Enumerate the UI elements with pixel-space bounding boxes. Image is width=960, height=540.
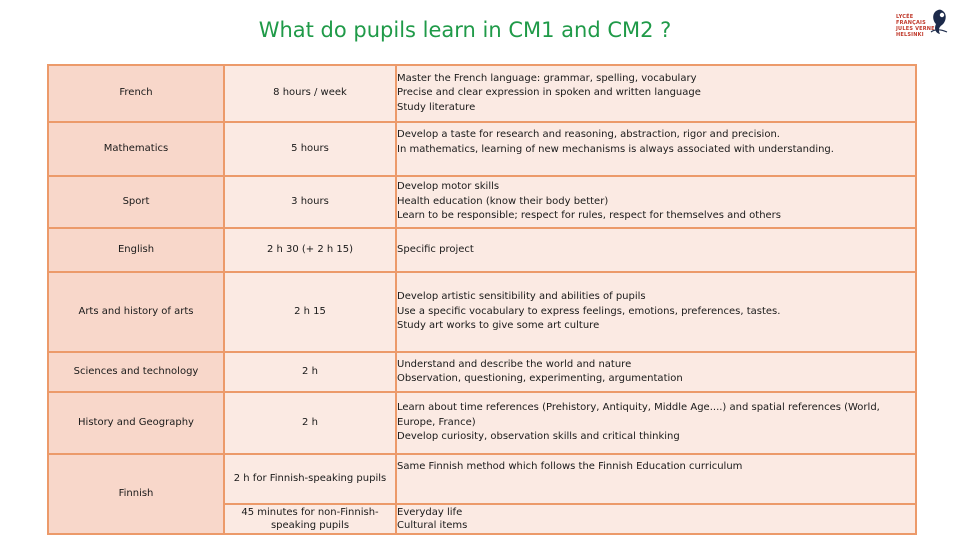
description-cell: Everyday life Cultural items (396, 504, 916, 534)
table-row (48, 176, 916, 228)
subject-cell: Arts and history of arts (48, 272, 224, 352)
description-cell: Same Finnish method which follows the Finnish Education curriculum (396, 454, 916, 504)
hours-cell: 45 minutes for non-Finnish-speaking pupils (224, 504, 396, 534)
table-row (48, 272, 916, 352)
table-row (48, 228, 916, 272)
hours-cell: 2 h 15 (224, 272, 396, 352)
hours-cell: 3 hours (224, 176, 396, 228)
subject-cell: Finnish (48, 454, 224, 534)
hours-cell: 2 h (224, 352, 396, 392)
hours-cell: 5 hours (224, 122, 396, 176)
hours-cell: 2 h (224, 392, 396, 454)
description-cell: Develop motor skills Health education (know their body better) Learn to be responsible; respect for rules, respect for themselves and others (396, 176, 916, 228)
description-cell: Learn about time references (Prehistory, Antiquity, Middle Age....) and spatial references (World, Europe, France) Develop curiosity, observation skills and critical thinking (396, 392, 916, 454)
page-title: What do pupils learn in CM1 and CM2 ? (258, 18, 672, 42)
table-row (48, 122, 916, 176)
hours-cell: 2 h for Finnish-speaking pupils (224, 454, 396, 504)
subject-cell: Sciences and technology (48, 352, 224, 392)
school-logo-icon (928, 6, 950, 36)
hours-cell: 8 hours / week (224, 65, 396, 122)
subject-cell: Mathematics (48, 122, 224, 176)
description-cell: Develop artistic sensitibility and abilities of pupils Use a specific vocabulary to express feelings, emotions, preferences, tastes. Study art works to give some art culture (396, 272, 916, 352)
table-row (48, 454, 916, 504)
logo-text: LYCÉE FRANÇAIS JULES VERNE HELSINKI (896, 14, 935, 38)
table-row (48, 65, 916, 122)
description-cell: Develop a taste for research and reasoning, abstraction, rigor and precision. In mathematics, learning of new mechanisms is always associated with understanding. (396, 122, 916, 176)
description-cell: Master the French language: grammar, spelling, vocabulary Precise and clear expression in spoken and written language Study literature (396, 65, 916, 122)
table-row (48, 352, 916, 392)
subject-cell: Sport (48, 176, 224, 228)
curriculum-table (47, 64, 917, 535)
subject-cell: French (48, 65, 224, 122)
description-cell: Understand and describe the world and nature Observation, questioning, experimenting, argumentation (396, 352, 916, 392)
description-cell: Specific project (396, 228, 916, 272)
subject-cell: History and Geography (48, 392, 224, 454)
school-logo (896, 6, 950, 44)
subject-cell: English (48, 228, 224, 272)
table-row (48, 392, 916, 454)
hours-cell: 2 h 30 (+ 2 h 15) (224, 228, 396, 272)
